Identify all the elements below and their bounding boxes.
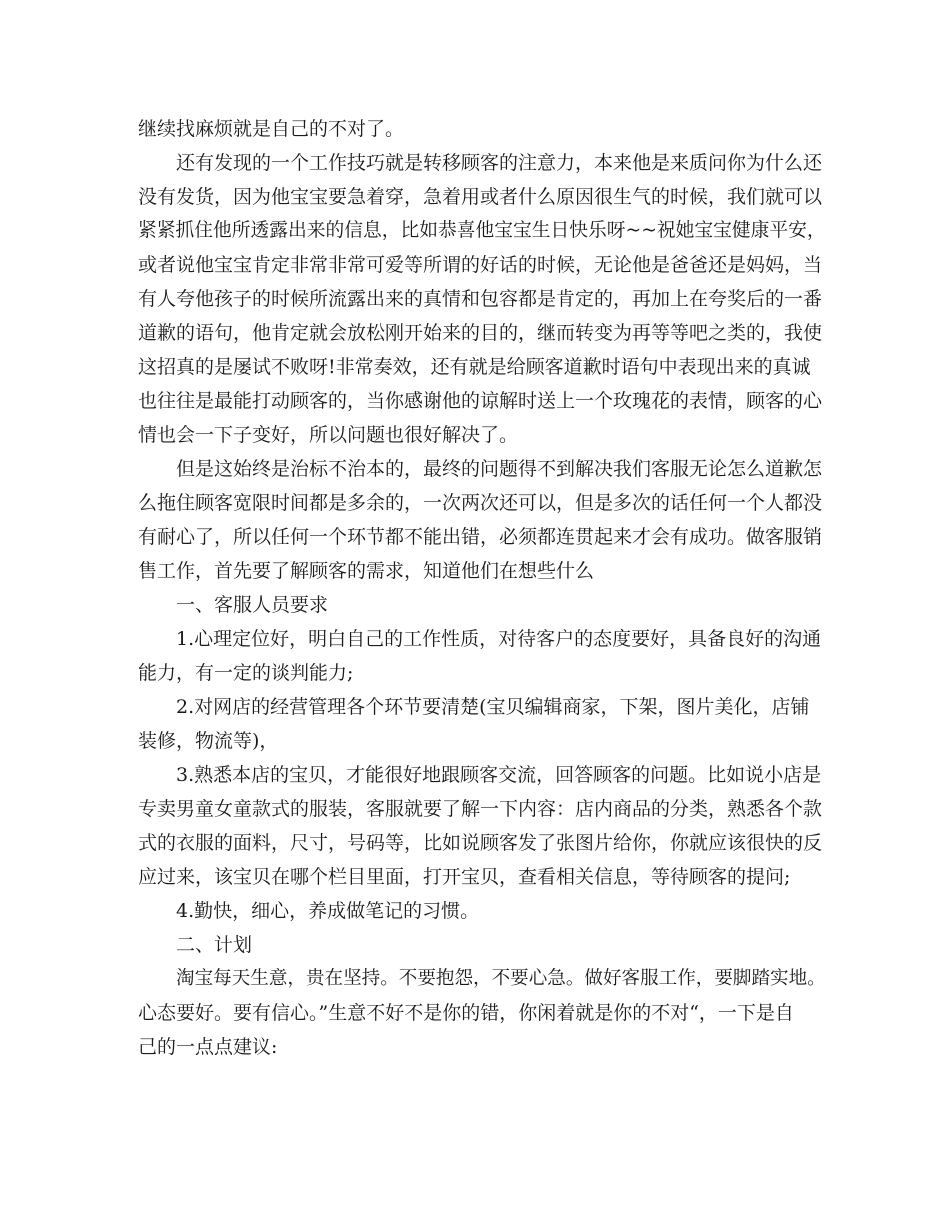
text-line: 情也会一下子变好，所以问题也很好解决了。 [138, 424, 519, 446]
text-line: 专卖男童女童款式的服装，客服就要了解一下内容：店内商品的分类，熟悉各个款 [138, 798, 823, 820]
text-line: 这招真的是屡试不败呀!非常奏效，还有就是给顾客道歉时语句中表现出来的真诚 [138, 356, 811, 378]
text-line: 应过来，该宝贝在哪个栏目里面，打开宝贝，查看相关信息，等待顾客的提问; [138, 866, 791, 888]
text-line: 或者说他宝宝肯定非常非常可爱等所谓的好话的时候，无论他是爸爸还是妈妈，当 [138, 254, 823, 276]
text-line: 己的一点点建议: [138, 1036, 278, 1058]
text-line: 道歉的语句，他肯定就会放松刚开始来的目的，继而转变为再等等吧之类的，我使 [138, 322, 823, 344]
text-line: 也往往是最能打动顾客的，当你感谢他的谅解时送上一个玫瑰花的表情，顾客的心 [138, 390, 823, 412]
text-line: 装修，物流等)， [138, 730, 279, 752]
text-line: 有耐心了，所以任何一个环节都不能出错，必须都连贯起来才会有成功。做客服销 [138, 526, 823, 548]
text-line: 紧紧抓住他所透露出来的信息，比如恭喜他宝宝生日快乐呀~~祝她宝宝健康平安， [138, 220, 826, 241]
list-item: 1.心理定位好，明白自己的工作性质，对待客户的态度要好，具备良好的沟通 [176, 628, 822, 650]
section-heading: 一、客服人员要求 [176, 594, 329, 616]
text-line: 没有发货，因为他宝宝要急着穿，急着用或者什么原因很生气的时候，我们就可以 [138, 186, 823, 208]
text-line: 能力，有一定的谈判能力; [138, 662, 354, 684]
text-line: 售工作，首先要了解顾客的需求，知道他们在想些什么 [138, 560, 595, 582]
section-heading: 二、计划 [176, 934, 253, 956]
text-line: 继续找麻烦就是自己的不对了。 [138, 118, 405, 140]
text-line: 式的衣服的面料，尺寸，号码等，比如说顾客发了张图片给你，你就应该很快的反 [138, 832, 823, 854]
list-item: 2.对网店的经营管理各个环节要清楚(宝贝编辑商家，下架，图片美化，店铺 [176, 696, 810, 718]
text-line: 但是这始终是治标不治本的，最终的问题得不到解决我们客服无论怎么道歉怎 [176, 458, 823, 480]
list-item: 3.熟悉本店的宝贝，才能很好地跟顾客交流，回答顾客的问题。比如说小店是 [176, 764, 822, 786]
text-line: 么拖住顾客宽限时间都是多余的，一次两次还可以，但是多次的话任何一个人都没 [138, 492, 823, 514]
list-item: 4.勤快，细心，养成做笔记的习惯。 [176, 900, 480, 922]
text-line: 心态要好。要有信心。”生意不好不是你的错，你闲着就是你的不对“，一下是自 [138, 1002, 794, 1024]
text-line: 还有发现的一个工作技巧就是转移顾客的注意力，本来他是来质问你为什么还 [176, 152, 823, 174]
text-line: 淘宝每天生意，贵在坚持。不要抱怨，不要心急。做好客服工作，要脚踏实地。 [176, 968, 826, 989]
text-line: 有人夸他孩子的时候所流露出来的真情和包容都是肯定的，再加上在夸奖后的一番 [138, 288, 823, 310]
